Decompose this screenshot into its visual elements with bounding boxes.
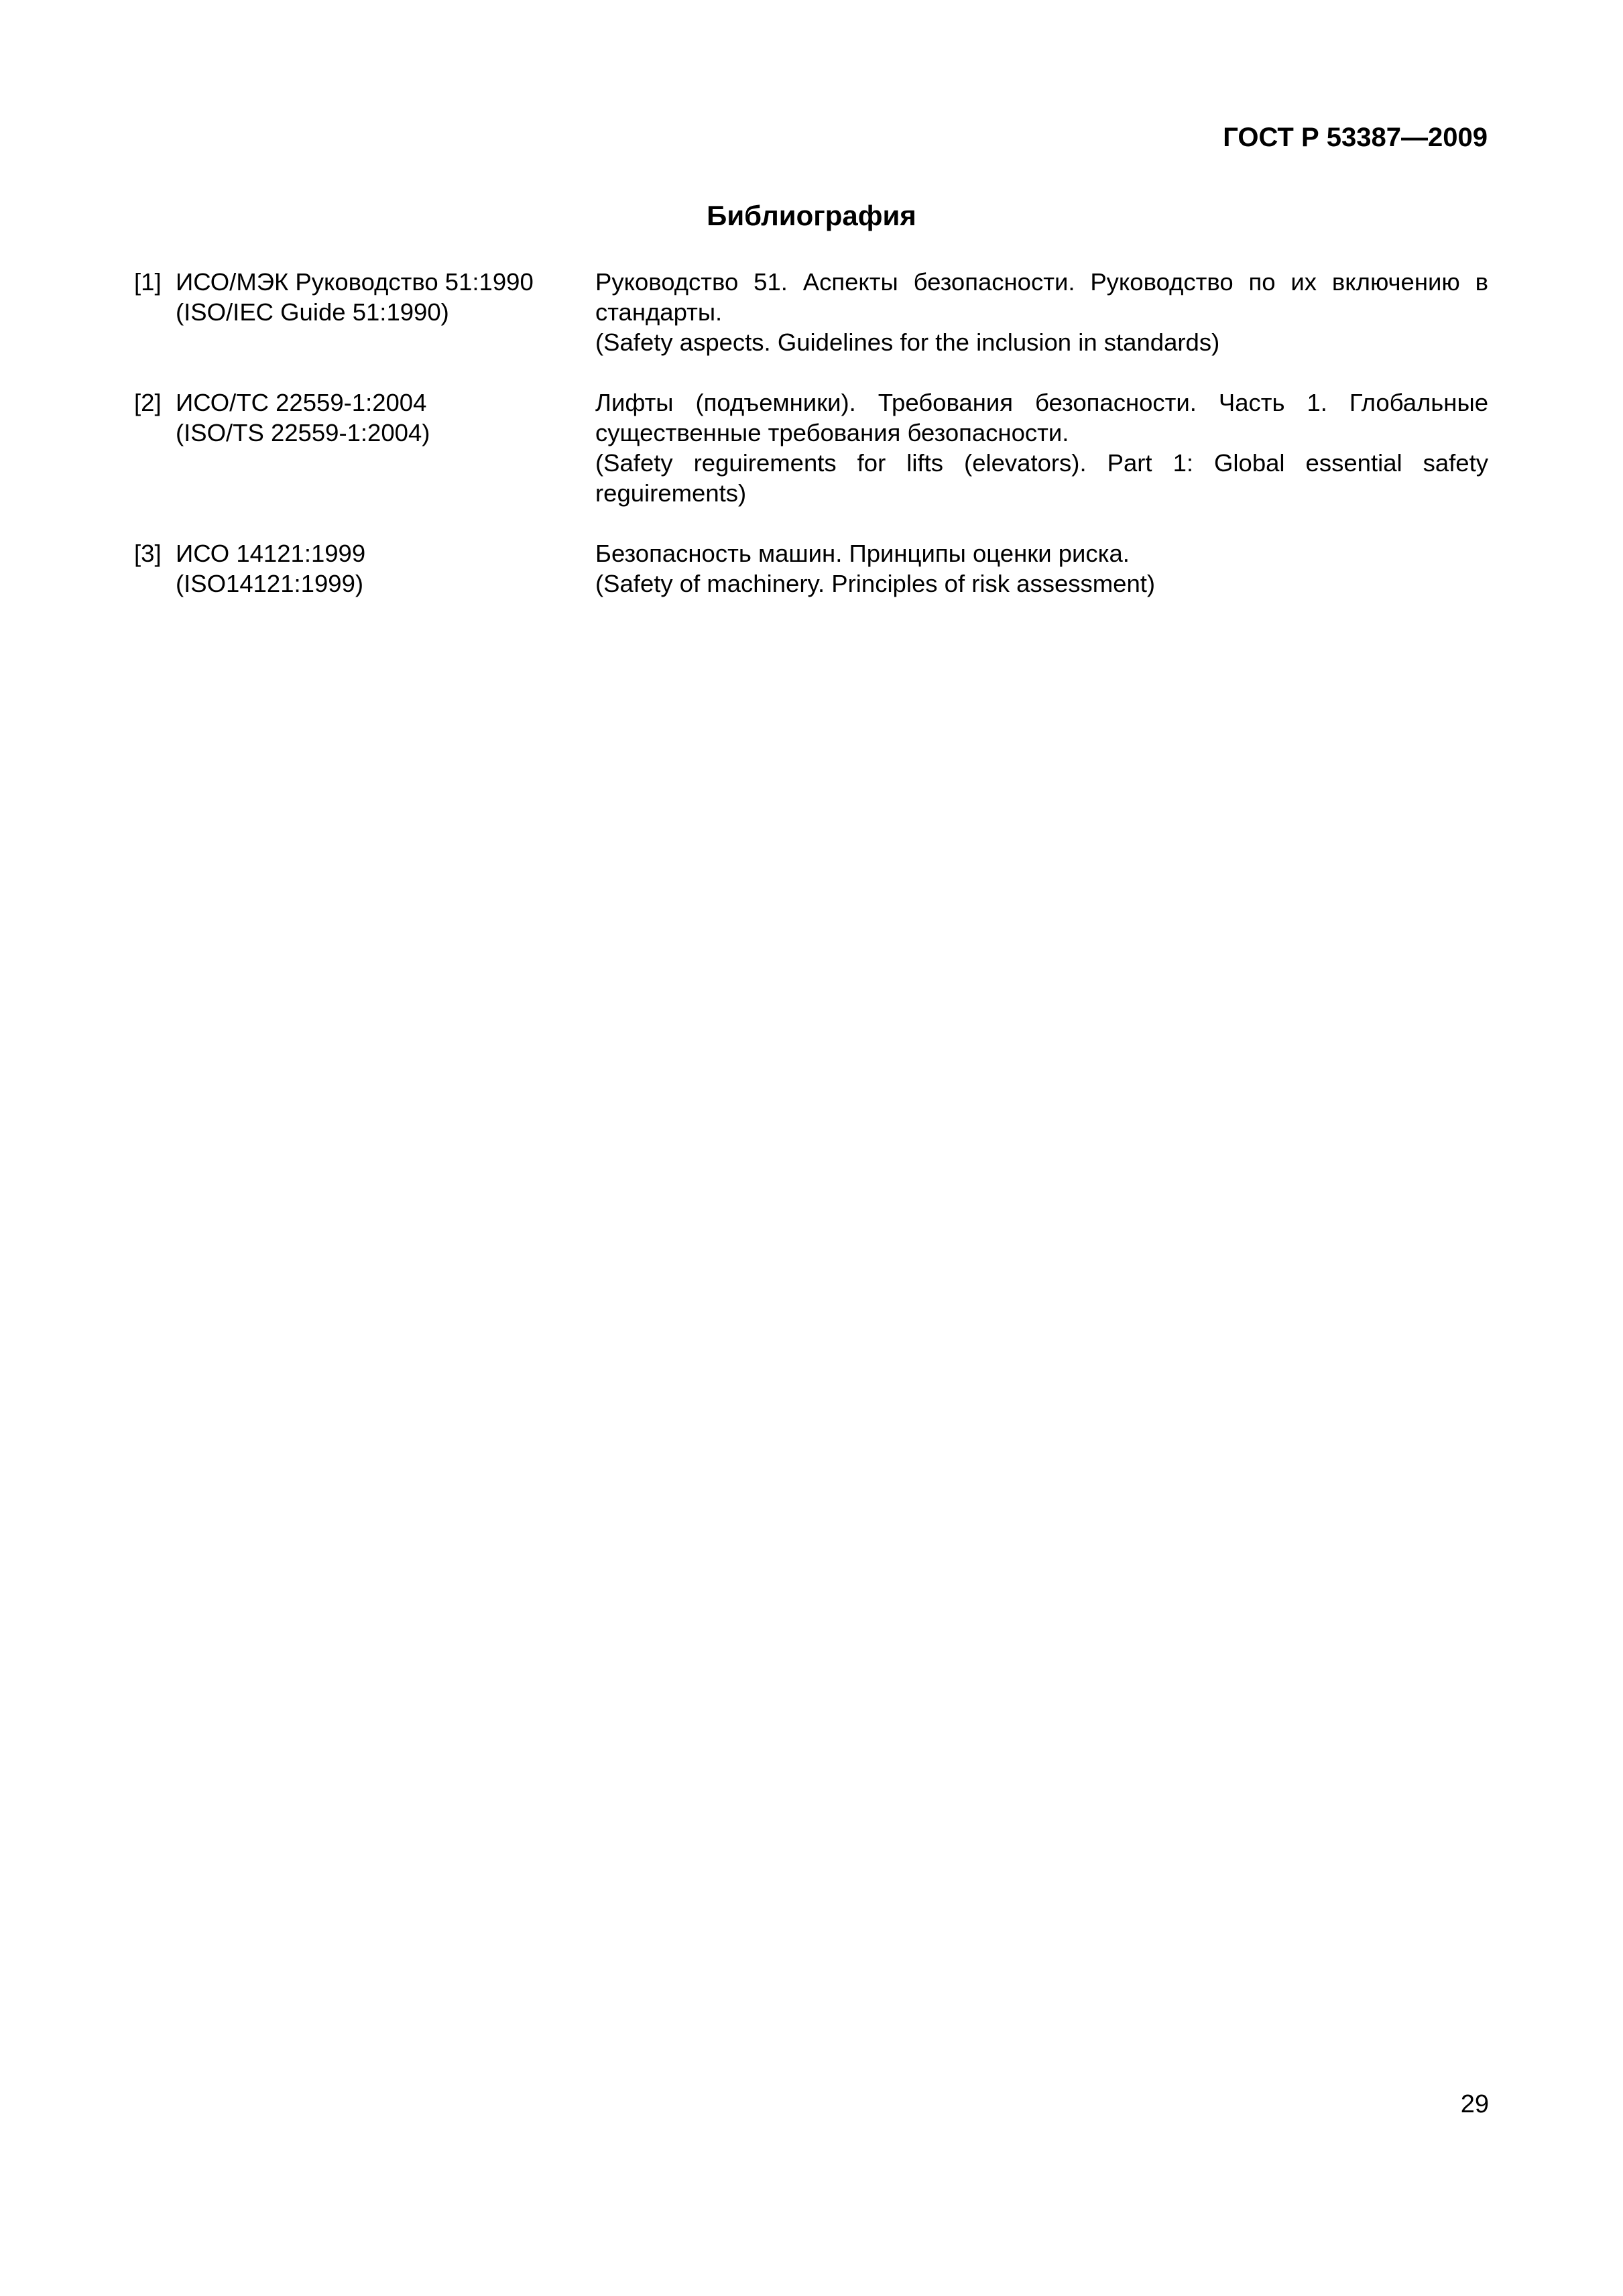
entry-reference-ru: ИСО 14121:1999 — [176, 540, 366, 567]
entry-reference-en: (ISO/IEC Guide 51:1990) — [176, 298, 449, 326]
entry-reference-en: (ISO/TS 22559-1:2004) — [176, 419, 430, 446]
bibliography-list — [134, 267, 1488, 599]
entry-reference — [176, 538, 595, 599]
entry-description — [595, 387, 1488, 508]
entry-title-ru: Безопасность машин. Принципы оценки риска. — [595, 540, 1130, 567]
entry-title-en: (Safety reguirements for lifts (elevators). Part 1: Global essential safety reguirements) — [595, 449, 1488, 507]
entry-reference — [176, 267, 595, 357]
document-code-header: ГОСТ Р 53387—2009 — [1223, 123, 1488, 152]
entry-number: [2] — [134, 389, 162, 416]
entry-title-ru: Руководство 51. Аспекты безопасности. Руководство по их включению в стандарты. — [595, 268, 1488, 326]
entry-number: [3] — [134, 540, 162, 567]
entry-reference-en: (ISO14121:1999) — [176, 570, 364, 597]
bibliography-entry — [134, 267, 1488, 357]
entry-title-ru: Лифты (подъемники). Требования безопасности. Часть 1. Глобальные существенные требования безопасности. — [595, 389, 1488, 446]
entry-reference — [176, 387, 595, 508]
section-title: Библиография — [707, 200, 916, 231]
entry-description — [595, 538, 1488, 599]
entry-title-en: (Safety of machinery. Principles of risk assessment) — [595, 570, 1156, 597]
bibliography-entry — [134, 538, 1488, 599]
entry-description — [595, 267, 1488, 357]
entry-reference-ru: ИСО/ТС 22559-1:2004 — [176, 389, 427, 416]
bibliography-entry — [134, 387, 1488, 508]
entry-title-en: (Safety aspects. Guidelines for the inclusion in standards) — [595, 328, 1220, 356]
entry-number: [1] — [134, 268, 162, 296]
page-number: 29 — [1460, 2090, 1489, 2118]
entry-reference-ru: ИСО/МЭК Руководство 51:1990 — [176, 268, 534, 296]
